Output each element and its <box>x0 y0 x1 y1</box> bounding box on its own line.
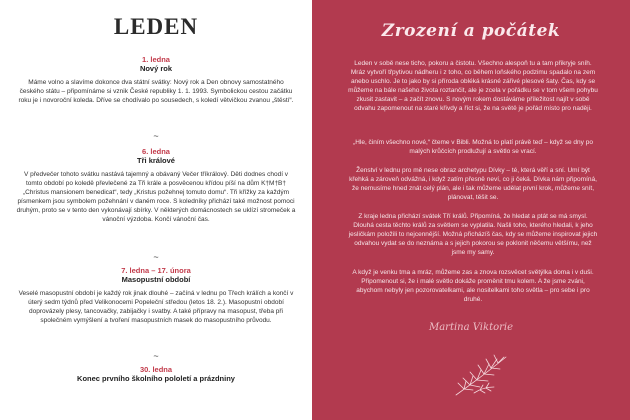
pine-branch-icon <box>450 349 512 399</box>
separator-tilde: ~ <box>153 252 159 262</box>
entry-date: 7. ledna – 17. února <box>121 266 191 275</box>
entry-name: Nový rok <box>139 64 173 73</box>
entry-date: 30. ledna <box>139 365 173 374</box>
entry-date: 6. ledna <box>142 147 170 156</box>
entry-three-kings <box>16 147 296 224</box>
author-signature: Martina Viktorie <box>428 322 514 333</box>
separator-tilde: ~ <box>153 351 159 361</box>
entry-name: Masopustní období <box>121 275 191 284</box>
left-page <box>0 0 312 420</box>
entry-name: Tři králové <box>137 156 175 165</box>
separator-tilde: ~ <box>153 131 159 141</box>
entry-name: Konec prvního školního pololetí a prázdniny <box>77 374 235 383</box>
entry-semester-end <box>16 365 296 384</box>
entry-body: V předvečer tohoto svátku nastává tajemný a obávaný Večer tříkrálový. Děti dodnes chodí v tomto období po koledě převlečené za Tři krále a posvěcenou křídou píší na dům K†M†B† „Christus mansionem benedicat“, tedy „Kristus požehnej tomuto domu“. Tři křížky za každým písmenkem jsou symbolem požehnání v daném roce. S koledníky přichází také možnost pomoci druhým, proto se v tento den vykonávají sbírky. V některých domácnostech se uklízí stromeček a vánoční výzdoba. Končí vánoční čas. <box>16 171 296 223</box>
entry-carnival <box>16 266 296 325</box>
entry-date: 1. ledna <box>142 55 170 64</box>
right-page <box>312 0 630 420</box>
section-title: Zrození a počátek <box>381 21 561 41</box>
entry-new-year <box>16 55 296 105</box>
page-title: LEDEN <box>113 14 199 39</box>
paragraph: Z kraje ledna přichází svátek Tří králů. Připomíná, že hledat a ptát se má smysl. Dlouhá cesta těchto králů za světlem se vyplatila. Našli toho, kterého hledali, k jeho jesličkám položili to nejcennější. Možná přicházíš čas, kdy se můžeme inspirovat jejich odvahou vydat se do neznáma a s jejich pokorou se poklonit něčemu většímu, než jsme my samy. <box>348 213 598 257</box>
paragraph: „Hle, činím všechno nové,“ čteme v Bibli. Možná to platí právě teď – když se dny po malých krůčcích prodlužují a světlo se vrací. <box>353 139 593 156</box>
paragraph: A když je venku tma a mráz, můžeme zas a znova rozsvěcet světýlka doma i v duši. Připomenout si, že i malé světlo dokáže proměnit tmu kolem. A že jsme zváni, abychom nebyly jen pozorovatelkami, ale nositelkami toho světla – pro sebe i pro druhé. <box>352 269 594 304</box>
paragraph: Ženství v lednu pro mě nese obraz archetypu Dívky – té, která věří a sní. Umí být křehká a zároveň odvážná, i když zatím přesně neví, co ji čeká. Dívka nám připomíná, že nemusíme hned znát celý plán, ale i tak můžeme udělat první krok, můžeme snít, plánovat, těšit se. <box>349 167 597 202</box>
entry-body: Veselé masopustní období je každý rok jinak dlouhé – začíná v lednu po Třech králích a končí v úterý sedm týdnů před Velikonocemi Popeleční středou (letos 18. 2.). Masopustní období doprovázely plesy, tancovačky, zabijačky i svatby. A také přípravy na masopust, třeba při společném vymýšlení a tvoření masopustních masek do masopustního průvodu. <box>18 290 294 324</box>
entry-body: Máme volno a slavíme dokonce dva státní svátky: Nový rok a Den obnovy samostatného českého státu – připomínáme si vznik České republiky 1. 1. 1993. Symbolickou cestou začátku roku je i novoroční koleda. Dříve se chodívalo po sousedech, s koledí větvičkou zvanou „štěstí“. <box>18 79 294 104</box>
paragraph: Leden v sobě nese ticho, pokoru a čistotu. Všechno alespoň tu a tam přikryje sníh. Mráz vytvoří třpytivou nádheru i z toho, co během loňského podzimu spadalo na zem anebo uschlo. Je to jako by si příroda obléká krásné zářivé plesové šaty. Čas, kdy se můžeme na bále našeho života roztančit, ale je zcela v pořádku se v tom všem pohybu zkusit zastavit – a začít znovu. S novým rokem dostáváme příležitost najít v sobě odvahu zapomenout na staré křivdy a říct si, že na světě je pořád místo pro naději. <box>348 60 598 113</box>
